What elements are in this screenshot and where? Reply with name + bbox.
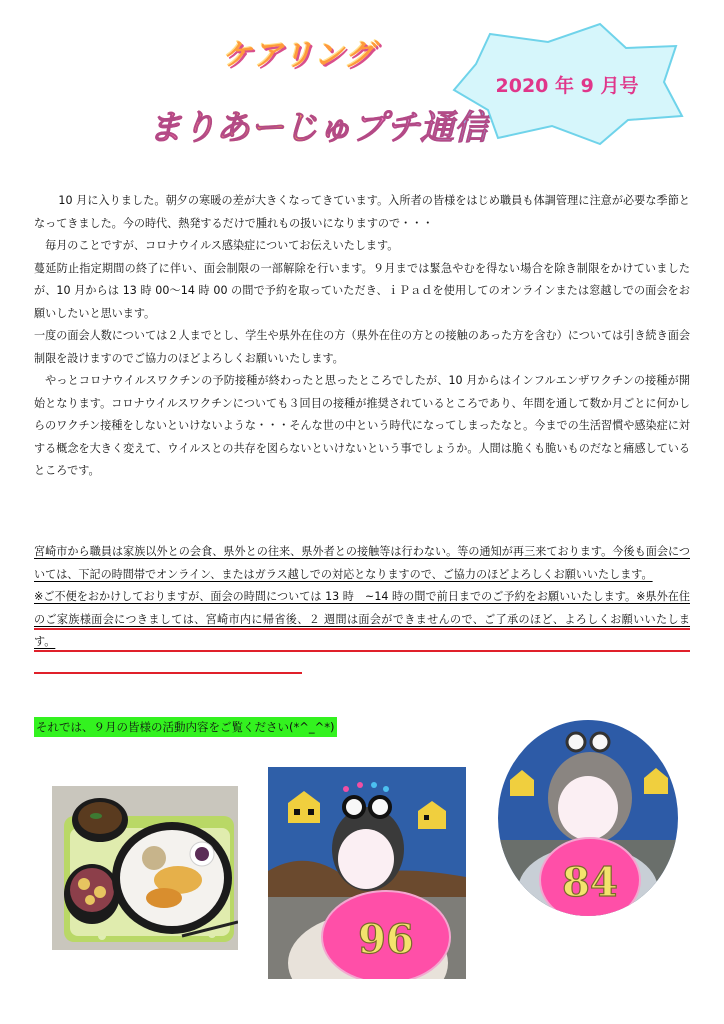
meal-photo bbox=[52, 786, 238, 950]
red-underline-3 bbox=[34, 672, 302, 674]
notice-reservation bbox=[34, 586, 690, 654]
card-96-number: 96 bbox=[358, 916, 414, 963]
resident-96-photo bbox=[268, 767, 466, 979]
paragraph-covid-intro: 毎月のことですが、コロナウイルス感染症についてお伝えいたします。 bbox=[45, 239, 399, 252]
resident-96-image bbox=[268, 767, 466, 979]
resident-84-photo bbox=[498, 720, 678, 916]
paragraph-visit-policy: 蔓延防止指定期間の終了に伴い、面会制限の一部解除を行います。９月までは緊急やむを得ない場合を除き制限をかけていましたが、10 月からは 13 時 00～14 時 00 の間で予約を取っていただき、ｉＰａｄを使用してのオンラインまたは窓越しでの面会をお願いしたいと思います。 bbox=[34, 261, 690, 320]
body-text bbox=[34, 190, 690, 483]
red-underline-2 bbox=[34, 650, 690, 652]
newsletter-subtitle: ケアリング bbox=[222, 38, 376, 73]
red-underline-1 bbox=[34, 628, 690, 630]
paragraph-visit-limit: 一度の面会人数については２人までとし、学生や県外在住の方（県外在住の方との接触のあった方を含む）については引き続き面会制限を設けますのでご協力のほどよろしくお願いいたします。 bbox=[34, 329, 690, 365]
activity-heading: それでは、９月の皆様の活動内容をご覧ください(*^_^*) bbox=[34, 717, 337, 737]
card-84-number: 84 bbox=[562, 859, 618, 906]
meal-photo-image bbox=[52, 786, 238, 950]
issue-date: 2020 年 9 月号 bbox=[495, 74, 639, 97]
paragraph-intro: 10 月に入りました。朝夕の寒暖の差が大きくなってきています。入所者の皆様をはじめ職員も体調管理に注意が必要な季節となってきました。今の時代、熱発するだけで腫れもの扱いになりますので・・・ bbox=[34, 194, 690, 230]
notice-reservation-text: ※ご不便をおかけしておりますが、面会の時間については 13 時 ~14 時の間で前日までのご予約をお願いいたします。※県外在住のご家族様面会につきましては、宮崎市内に帰省後、２ 週間は面会ができませんので、ご了承のほど、よろしくお願いいたします。 bbox=[34, 590, 690, 648]
paragraph-vaccine: やっとコロナウイルスワクチンの予防接種が終わったと思ったところでしたが、10 月からはインフルエンザワクチンの接種が開始となります。コロナウイルスワクチンについても３回目の接種が推奨されているところであり、年間を通して数か月ごとに何かしらのワクチン接種をしないといけないような・・・そんな世の中という時代になってしまったなと。今までの生活習慣や感染症に対する概念を大きく変えて、ウイルスとの共存を図らないといけないという事でしょうか。人間は脆くも脆いものだなと痛感しているところです。 bbox=[34, 374, 690, 477]
notice-city bbox=[34, 541, 690, 586]
newsletter-title: まりあーじゅプチ通信 bbox=[148, 100, 488, 149]
resident-84-image bbox=[498, 720, 678, 916]
notice-city-text: 宮崎市から職員は家族以外との会食、県外との往来、県外者との接触等は行わない。等の通知が再三来ております。今後も面会については、下記の時間帯でオンライン、またはガラス越しでの対応となりますので、ご協力のほどよろしくお願いいたします。 bbox=[34, 545, 690, 581]
visit-notice bbox=[34, 541, 690, 654]
